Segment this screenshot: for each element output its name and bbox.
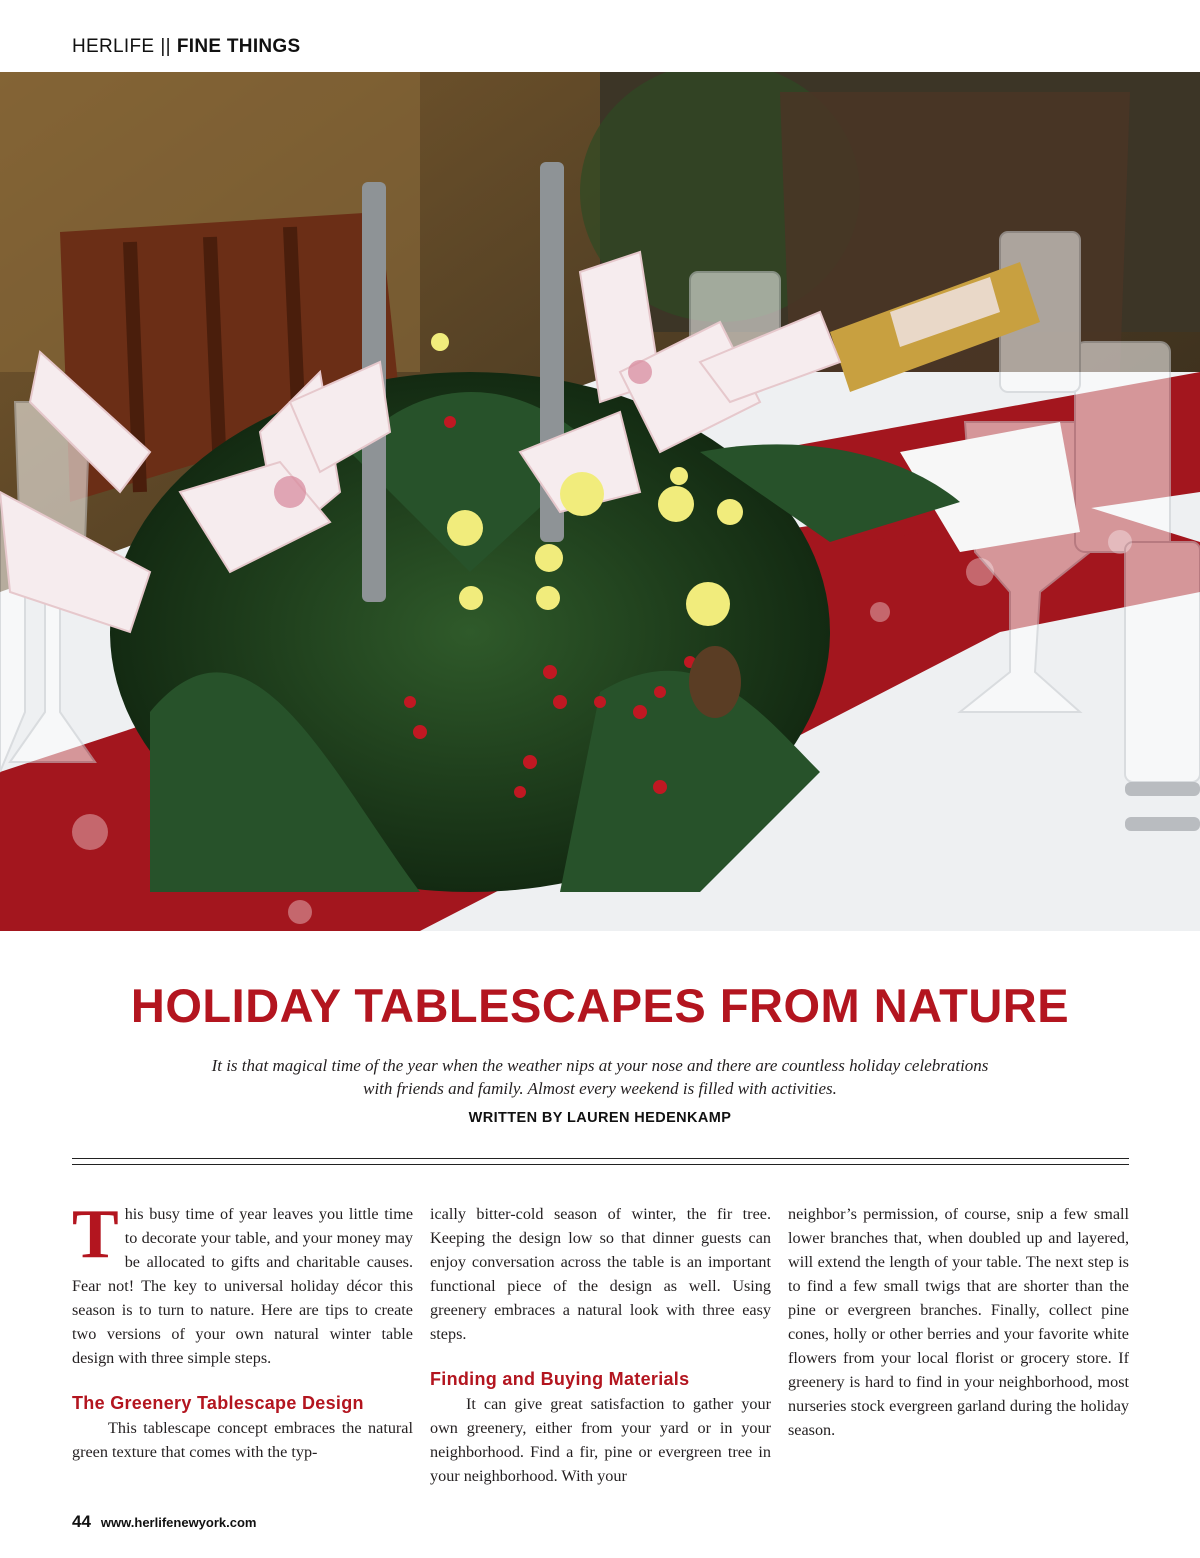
divider-rule-top: [72, 1158, 1129, 1159]
materials-paragraph-start: It can give great satisfaction to gather your own greenery, either from your yard or in your neighborhood. Find a fir, pine or evergreen tree in your neighborhood. With your: [430, 1395, 771, 1485]
body-column-2: [430, 1202, 771, 1488]
divider-rule-bottom: [72, 1164, 1129, 1165]
greenery-paragraph-continued: ically bitter-cold season of winter, the fir tree. Keeping the design low so that dinner guests can enjoy conversation across the table is an important functional piece of the design as well. Using greenery embraces a natural look with three easy steps.: [430, 1205, 771, 1343]
website-url: www.herlifenewyork.com: [100, 1515, 257, 1530]
section-name: FINE THINGS: [176, 36, 301, 57]
page-number: 44: [72, 1512, 91, 1531]
table-centerpiece-photo: [0, 72, 1200, 931]
page-footer: [72, 1512, 256, 1532]
body-column-3: [788, 1202, 1129, 1442]
drop-cap: T: [72, 1196, 119, 1273]
article-headline: HOLIDAY TABLESCAPES FROM NATURE: [130, 979, 1070, 1032]
greenery-paragraph-start: This tablescape concept embraces the natural green texture that comes with the typ-: [72, 1419, 413, 1461]
intro-text: his busy time of year leaves you little time to decorate your table, and your money may be allocated to gifts and charitable causes. Fear not! The key to universal holiday décor this season is to turn to nature. Here are tips to create two versions of your own natural winter table design with three simple steps.: [72, 1205, 413, 1367]
brand-name: HERLIFE: [72, 36, 155, 57]
body-column-1: [72, 1196, 413, 1464]
subhead-greenery-design: The Greenery Tablescape Design: [72, 1393, 364, 1413]
running-head: [72, 36, 300, 58]
subhead-finding-materials: Finding and Buying Materials: [430, 1369, 690, 1389]
hero-photo: [0, 72, 1200, 931]
separator: ||: [160, 36, 171, 57]
byline: WRITTEN BY LAUREN HEDENKAMP: [468, 1110, 732, 1126]
materials-paragraph-continued: neighbor’s permission, of course, snip a few small lower branches that, when doubled up and layered, will extend the length of your table. The next step is to find a few small twigs that are shorter than the pine or evergreen branches. Finally, collect pine cones, holly or other berries and your favorite white flowers from your local florist or grocery store. If greenery is hard to find in your neighborhood, most nurseries stock evergreen garland during the holiday season.: [788, 1205, 1129, 1439]
article-deck: It is that magical time of the year when the weather nips at your nose and there are countless holiday celebrations with friends and family. Almost every weekend is filled with activities.: [211, 1056, 989, 1098]
intro-paragraph: [72, 1196, 413, 1370]
